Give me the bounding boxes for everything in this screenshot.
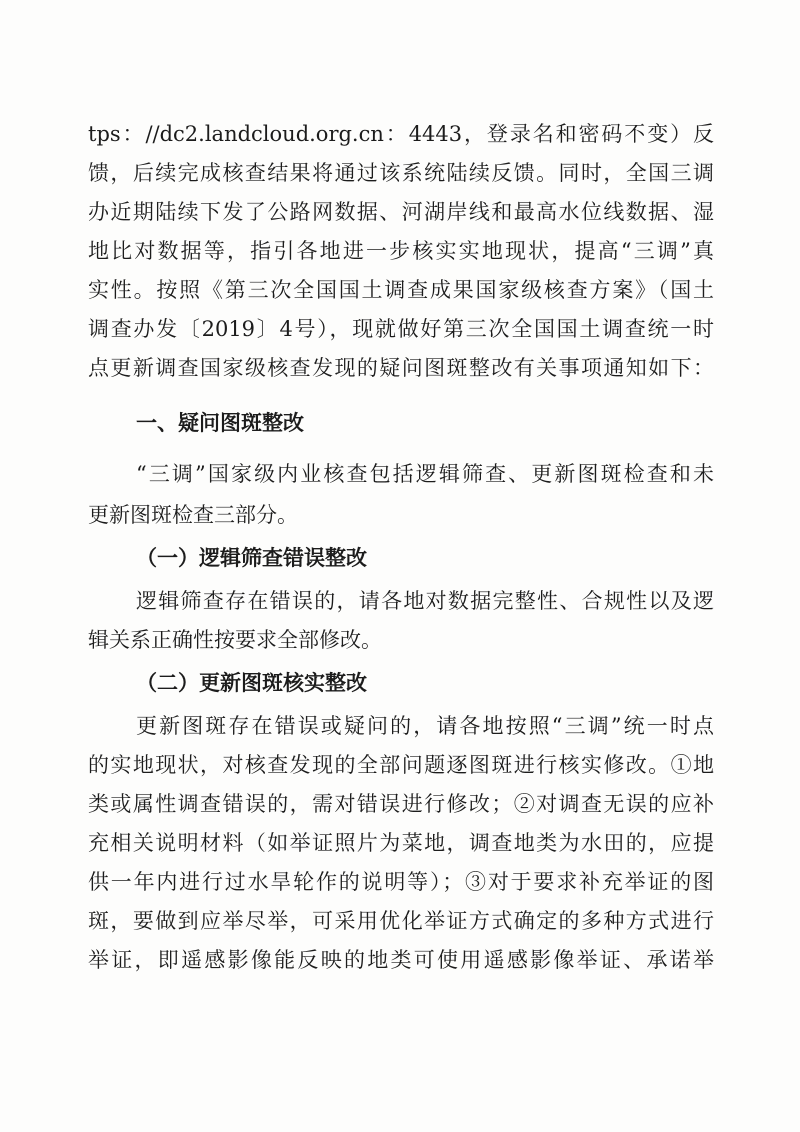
paragraph-line: 充相关说明材料（如举证照片为菜地，调查地类为水田的，应提 bbox=[88, 831, 714, 855]
paragraph-line: 地比对数据等，指引各地进一步核实实地现状，提高“三调”真 bbox=[88, 239, 714, 263]
paragraph-line: 供一年内进行过水旱轮作的说明等）；③对于要求补充举证的图 bbox=[88, 870, 714, 894]
paragraph-line: 点更新调查国家级核查发现的疑问图斑整改有关事项通知如下： bbox=[88, 356, 714, 380]
paragraph-line: 斑，要做到应举尽举，可采用优化举证方式确定的多种方式进行 bbox=[88, 909, 714, 933]
paragraph-line: 实性。按照《第三次全国国土调查成果国家级核查方案》（国土 bbox=[88, 278, 714, 302]
paragraph-line: 办近期陆续下发了公路网数据、河湖岸线和最高水位线数据、湿 bbox=[88, 200, 714, 224]
paragraph-line: tps：//dc2.landcloud.org.cn：4443，登录名和密码不变）反 bbox=[88, 122, 714, 146]
paragraph-line: 调查办发〔2019〕4号），现就做好第三次全国国土调查统一时 bbox=[88, 317, 714, 341]
paragraph-line: 更新图斑检查三部分。 bbox=[88, 503, 298, 527]
paragraph-line: 的实地现状，对核查发现的全部问题逐图斑进行核实修改。①地 bbox=[88, 753, 714, 777]
paragraph-line: 辑关系正确性按要求全部修改。 bbox=[88, 628, 382, 652]
paragraph-line: 类或属性调查错误的，需对错误进行修改；②对调查无误的应补 bbox=[88, 792, 714, 816]
paragraph-line: 更新图斑存在错误或疑问的，请各地按照“三调”统一时点 bbox=[136, 714, 714, 738]
paragraph-line: 逻辑筛查存在错误的，请各地对数据完整性、合规性以及逻 bbox=[136, 589, 714, 613]
section-heading: 一、疑问图斑整改 bbox=[136, 411, 304, 435]
paragraph-line: 举证，即遥感影像能反映的地类可使用遥感影像举证、承诺举 bbox=[88, 948, 714, 972]
paragraph-line: “三调”国家级内业核查包括逻辑筛查、更新图斑检查和未 bbox=[136, 462, 714, 486]
subsection-heading: （二）更新图斑核实整改 bbox=[136, 670, 367, 695]
subsection-heading: （一）逻辑筛查错误整改 bbox=[136, 545, 367, 570]
paragraph-line: 馈，后续完成核查结果将通过该系统陆续反馈。同时，全国三调 bbox=[88, 161, 714, 185]
